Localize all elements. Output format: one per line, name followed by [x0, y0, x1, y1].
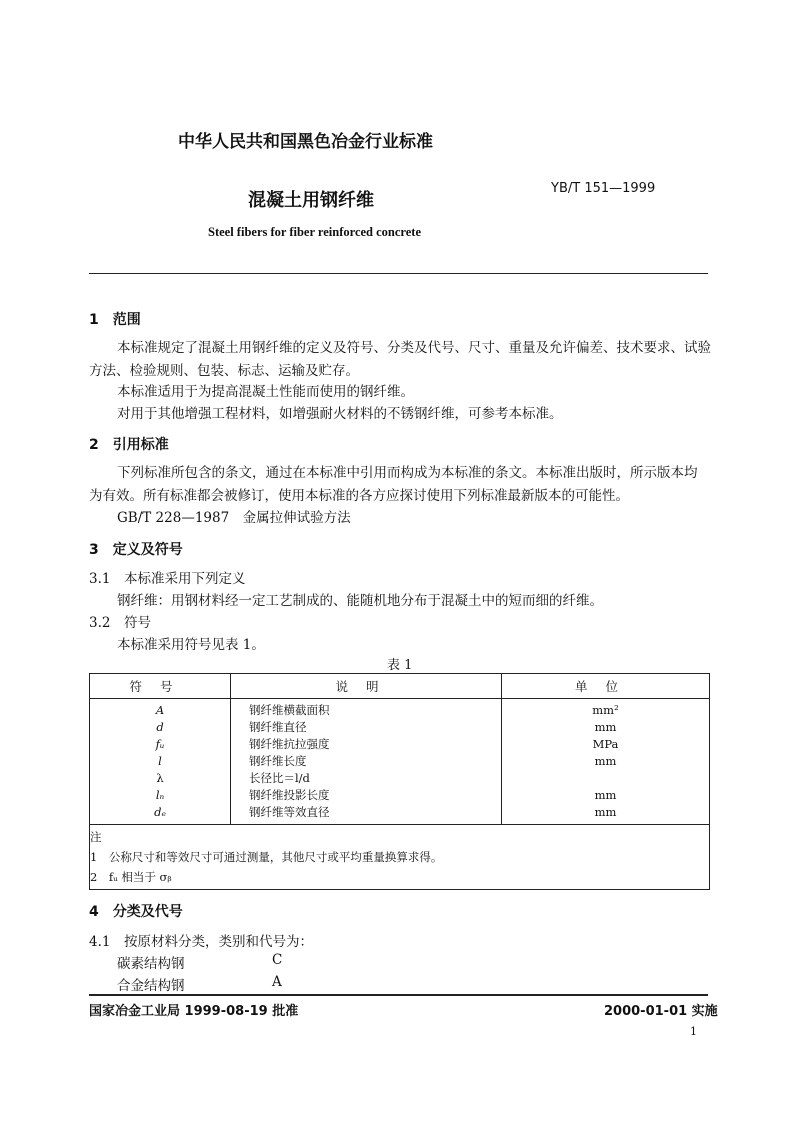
cell-description: 钢纤维投影长度 [231, 787, 502, 804]
cell-description: 长径比＝l/d [231, 770, 502, 787]
cell-unit: mm [502, 719, 710, 736]
approval-text: 国家冶金工业局 1999-08-19 批准 [89, 1004, 299, 1019]
header-unit: 单位 [502, 674, 710, 699]
section-1-para-3: 对用于其他增强工程材料，如增强耐火材料的不锈钢纤维，可参考本标准。 [117, 406, 563, 422]
table-notes-title-row [90, 825, 710, 847]
table-row [90, 787, 710, 804]
cell-unit: mm [502, 804, 710, 825]
class-item-name: 合金结构钢 [117, 978, 185, 994]
cell-unit: mm [502, 787, 710, 804]
section-2-para-1a: 下列标准所包含的条文，通过在本标准中引用而构成为本标准的条文。本标准出版时，所示版本均 [117, 465, 698, 481]
table-note-row [90, 846, 710, 866]
table-row [90, 804, 710, 825]
doc-title-zh: 混凝土用钢纤维 [248, 190, 374, 211]
cell-unit: MPa [502, 736, 710, 753]
cell-unit: mm² [502, 699, 710, 720]
section-3-2-text: 本标准采用符号见表 1。 [117, 637, 265, 653]
cell-description: 钢纤维抗拉强度 [231, 736, 502, 753]
section-3-1-text: 钢纤维：用钢材料经一定工艺制成的、能随机地分布于混凝土中的短而细的纤维。 [117, 593, 603, 609]
cell-symbol: dₑ [154, 805, 166, 819]
table-notes-title: 注 [90, 825, 710, 847]
table-row [90, 770, 710, 787]
cell-symbol: λ [156, 771, 164, 785]
cell-description: 钢纤维横截面积 [231, 699, 502, 720]
section-2-reference: GB/T 228—1987 金属拉伸试验方法 [117, 510, 351, 526]
header-symbol: 符号 [90, 674, 231, 699]
section-3-1-heading: 3.1 本标准采用下列定义 [89, 571, 246, 587]
doc-code: YB/T 151—1999 [551, 181, 656, 196]
class-item-code: A [272, 974, 282, 990]
section-1-para-2: 本标准适用于为提高混凝土性能而使用的钢纤维。 [117, 384, 414, 400]
header-description: 说明 [231, 674, 502, 699]
section-1-para-1b: 方法、检验规则、包装、标志、运输及贮存。 [89, 363, 359, 379]
table-row [90, 699, 710, 720]
section-2-heading: 2 引用标准 [89, 437, 169, 453]
section-4-heading: 4 分类及代号 [89, 904, 183, 920]
section-1-heading: 1 范围 [89, 312, 141, 328]
table-note-row [90, 866, 710, 890]
table-1-caption: 表 1 [387, 658, 413, 673]
cell-unit: mm [502, 753, 710, 770]
table-row [90, 753, 710, 770]
implementation-date: 2000-01-01 实施 [604, 1004, 718, 1019]
table-note-2: 2 fᵤ 相当于 σᵦ [90, 870, 172, 884]
header-rule [89, 273, 708, 274]
page-number: 1 [690, 1025, 697, 1038]
cell-symbol: fᵤ [155, 737, 165, 751]
section-3-2-heading: 3.2 符号 [89, 615, 151, 631]
doc-title-en: Steel fibers for fiber reinforced concrete [208, 225, 422, 239]
cell-symbol: l [158, 754, 162, 768]
section-3-heading: 3 定义及符号 [89, 542, 183, 558]
cell-description: 钢纤维长度 [231, 753, 502, 770]
table-note-1: 1 公称尺寸和等效尺寸可通过测量，其他尺寸或平均重量换算求得。 [90, 850, 443, 864]
cell-unit [502, 770, 710, 787]
table-row [90, 719, 710, 736]
table-header-row [90, 674, 710, 699]
cell-description: 钢纤维等效直径 [231, 804, 502, 825]
cell-symbol: lₙ [155, 788, 165, 802]
footer-rule [89, 994, 708, 996]
section-4-1-heading: 4.1 按原材料分类，类别和代号为： [89, 934, 313, 950]
table-row [90, 736, 710, 753]
cell-symbol: A [155, 703, 165, 717]
section-2-para-1b: 为有效。所有标准都会被修订，使用本标准的各方应探讨使用下列标准最新版本的可能性。 [89, 488, 629, 504]
class-item-code: C [272, 952, 283, 968]
section-1-para-1a: 本标准规定了混凝土用钢纤维的定义及符号、分类及代号、尺寸、重量及允许偏差、技术要求、试验 [117, 340, 711, 356]
cell-symbol: d [156, 720, 164, 734]
class-item-name: 碳素结构钢 [117, 956, 185, 972]
org-title: 中华人民共和国黑色冶金行业标准 [178, 132, 433, 152]
cell-description: 钢纤维直径 [231, 719, 502, 736]
table-1 [89, 673, 710, 890]
